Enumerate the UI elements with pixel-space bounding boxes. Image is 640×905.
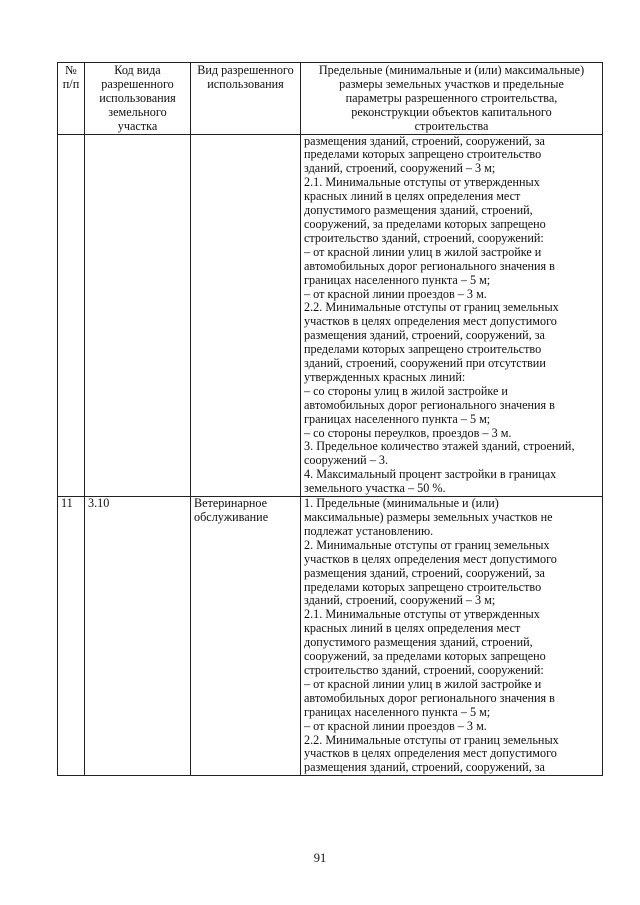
row-code [85, 134, 191, 497]
header-code: Код вида разрешенного использования земельного участка [85, 63, 191, 135]
row-params: размещения зданий, строений, сооружений, за пределами которых запрещено строительство зданий, строений, сооружений – 3 м; 2.1. Минимальные отступы от утвержденных красных линий в целях определения мест допустимого размещения зданий, строений, сооружений, за пределами которых запрещено строительство зданий, строений, сооружений: – от красной линии улиц в жилой застройке и автомобильных дорог регионального значения в границах населенного пункта – 5 м; – от красной линии проездов – 3 м. 2.2. Минимальные отступы от границ земельных участков в целях определения мест допустимого размещения зданий, строений, сооружений, за пределами которых запрещено строительство зданий, строений, сооружений при отсутствии утвержденных красных линий: – со стороны улиц в жилой застройке и автомобильных дорог регионального значения в границах населенного пункта – 5 м; – со стороны переулков, проездов – 3 м. 3. Предельное количество этажей зданий, строений, сооружений – 3. 4. Максимальный процент застройки в границах земельного участка – 50 %. [301, 134, 603, 497]
row-use [191, 134, 301, 497]
row-params: 1. Предельные (минимальные и (или) максимальные) размеры земельных участков не подлежат установлению. 2. Минимальные отступы от границ земельных участков в целях определения мест допустимого размещения зданий, строений, сооружений, за пределами которых запрещено строительство зданий, строений, сооружений – 3 м; 2.1. Минимальные отступы от утвержденных красных линий в целях определения мест допустимого размещения зданий, строений, сооружений, за пределами которых запрещено строительство зданий, строений, сооружений: – от красной линии улиц в жилой застройке и автомобильных дорог регионального значения в границах населенного пункта – 5 м; – от красной линии проездов – 3 м. 2.2. Минимальные отступы от границ земельных участков в целях определения мест допустимого размещения зданий, строений, сооружений, за [301, 497, 603, 776]
row-num: 11 [58, 497, 85, 776]
zoning-table [57, 62, 603, 776]
header-use: Вид разрешенного использования [191, 63, 301, 135]
header-num: № п/п [58, 63, 85, 135]
table-header-row [58, 63, 603, 135]
row-use: Ветеринарное обслуживание [191, 497, 301, 776]
table-row [58, 497, 603, 776]
row-code: 3.10 [85, 497, 191, 776]
table-row [58, 134, 603, 497]
row-num [58, 134, 85, 497]
header-params: Предельные (минимальные и (или) максимальные) размеры земельных участков и предельные параметры разрешенного строительства, реконструкции объектов капитального строительства [301, 63, 603, 135]
page-number: 91 [313, 851, 327, 865]
